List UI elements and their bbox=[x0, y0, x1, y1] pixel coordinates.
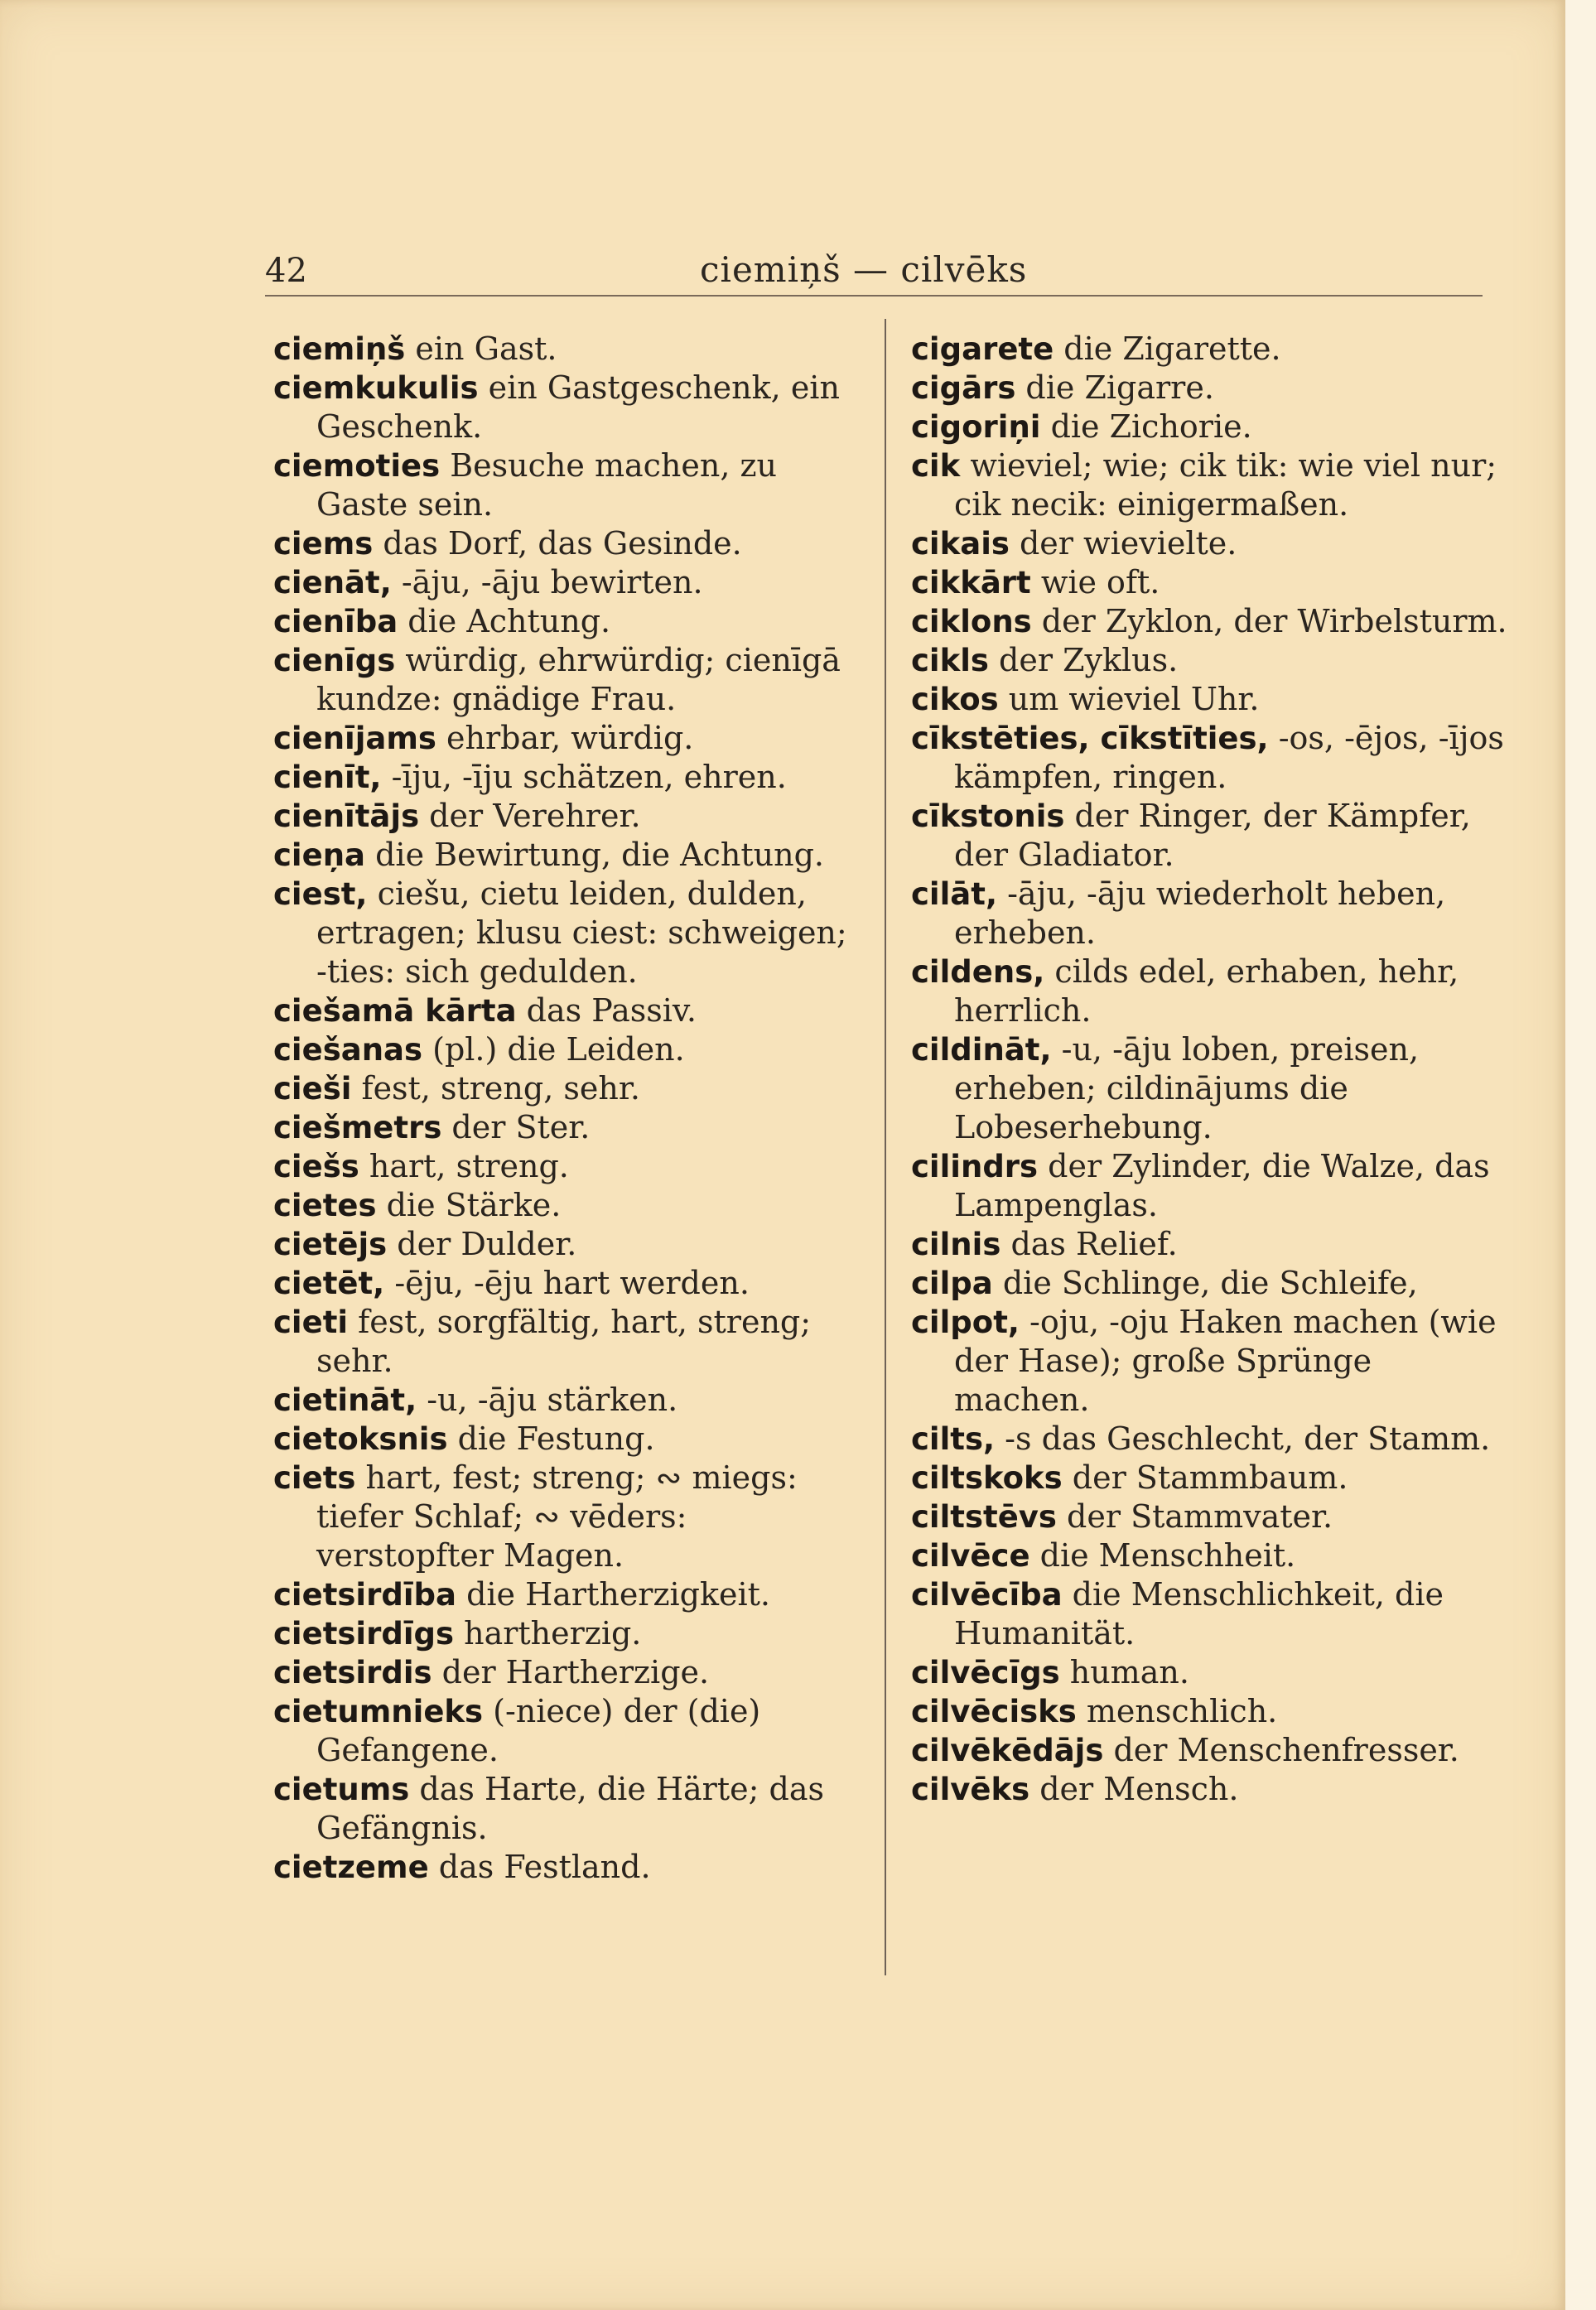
page-edge bbox=[1565, 0, 1596, 2310]
dictionary-entry bbox=[273, 1303, 861, 1381]
entry-definition: der Mensch. bbox=[1029, 1771, 1239, 1807]
entry-definition: menschlich. bbox=[1076, 1693, 1278, 1729]
entry-definition: ein Gastgeschenk, ein Geschenk. bbox=[316, 369, 840, 445]
dictionary-entry bbox=[911, 1770, 1507, 1809]
entry-definition: der Ster. bbox=[441, 1109, 591, 1145]
entry-headword: cilvēce bbox=[911, 1538, 1030, 1574]
entry-headword: cietumnieks bbox=[273, 1694, 484, 1729]
entry-definition: ciešu, cietu leiden, dulden, ertragen; klusu ciest: schweigen; -ties: sich gedulden. bbox=[316, 875, 847, 990]
entry-definition: (pl.) die Leiden. bbox=[422, 1031, 685, 1068]
entry-headword: cilindrs bbox=[911, 1149, 1039, 1184]
entry-headword: cietes bbox=[273, 1188, 377, 1223]
dictionary-entry bbox=[273, 369, 861, 446]
entry-headword: cienījams bbox=[273, 721, 436, 756]
dictionary-entry bbox=[911, 680, 1507, 719]
entry-definition: -os, -ējos, -ījos kämpfen, ringen. bbox=[954, 720, 1504, 795]
entry-definition: hart, streng. bbox=[359, 1148, 569, 1184]
dictionary-entry bbox=[911, 641, 1507, 680]
entry-headword: cikkārt bbox=[911, 565, 1031, 600]
entry-headword: cieņa bbox=[273, 837, 366, 873]
dictionary-entry bbox=[273, 563, 861, 602]
dictionary-entry bbox=[911, 1303, 1507, 1420]
dictionary-entry bbox=[273, 1692, 861, 1770]
dictionary-entry bbox=[273, 1420, 861, 1459]
dictionary-entry bbox=[911, 330, 1507, 369]
entry-headword: ciltskoks bbox=[911, 1460, 1063, 1496]
entry-headword: cilāt, bbox=[911, 876, 998, 912]
dictionary-entry bbox=[273, 1770, 861, 1848]
entry-headword: ciklons bbox=[911, 604, 1032, 639]
dictionary-entry bbox=[273, 719, 861, 758]
dictionary-entry bbox=[911, 369, 1507, 408]
entry-definition: wieviel; wie; cik tik: wie viel nur; cik necik: einigermaßen. bbox=[954, 447, 1497, 523]
dictionary-entry bbox=[273, 991, 861, 1030]
entry-headword: ciešs bbox=[273, 1149, 359, 1184]
entry-headword: cildens, bbox=[911, 954, 1045, 990]
entry-definition: hartherzig. bbox=[454, 1615, 642, 1652]
entry-definition: die Achtung. bbox=[398, 603, 611, 639]
entry-headword: cilpot, bbox=[911, 1304, 1020, 1340]
dictionary-entry bbox=[911, 1225, 1507, 1264]
entry-headword: cildināt, bbox=[911, 1032, 1052, 1068]
entry-definition: der Zyklus. bbox=[988, 642, 1179, 678]
entry-headword: ciešamā kārta bbox=[273, 993, 517, 1029]
entry-definition: das Harte, die Härte; das Gefängnis. bbox=[316, 1771, 824, 1846]
entry-headword: cik bbox=[911, 448, 961, 484]
entry-headword: ciemkukulis bbox=[273, 370, 479, 406]
dictionary-entry bbox=[911, 563, 1507, 602]
entry-headword: cieši bbox=[273, 1071, 352, 1107]
entry-definition: das Dorf, das Gesinde. bbox=[373, 525, 742, 562]
entry-definition: -āju, -āju wiederholt heben, erheben. bbox=[954, 875, 1446, 951]
entry-headword: cilvēcīgs bbox=[911, 1655, 1060, 1690]
entry-headword: cilvēkēdājs bbox=[911, 1733, 1104, 1768]
entry-headword: cigarete bbox=[911, 331, 1054, 367]
left-column bbox=[273, 330, 861, 1887]
column-divider bbox=[885, 319, 886, 1975]
entry-definition: die Zigarette. bbox=[1054, 330, 1281, 367]
entry-headword: cietums bbox=[273, 1772, 410, 1807]
dictionary-entry bbox=[911, 1575, 1507, 1653]
entry-headword: ciems bbox=[273, 526, 374, 562]
dictionary-entry bbox=[911, 1459, 1507, 1497]
entry-headword: cieti bbox=[273, 1304, 349, 1340]
entry-definition: Besuche machen, zu Gaste sein. bbox=[316, 447, 778, 523]
entry-definition: der Hartherzige. bbox=[432, 1654, 710, 1690]
dictionary-entry bbox=[273, 1575, 861, 1614]
entry-headword: cienība bbox=[273, 604, 398, 639]
running-head bbox=[265, 240, 1483, 297]
dictionary-entry bbox=[273, 524, 861, 563]
entry-headword: cietzeme bbox=[273, 1849, 429, 1885]
entry-headword: cikos bbox=[911, 682, 999, 717]
dictionary-entry bbox=[911, 446, 1507, 524]
entry-definition: die Bewirtung, die Achtung. bbox=[365, 837, 824, 873]
entry-headword: ciešanas bbox=[273, 1032, 423, 1068]
dictionary-entry bbox=[911, 524, 1507, 563]
entry-definition: die Stärke. bbox=[376, 1187, 562, 1223]
entry-definition: -u, -āju loben, preisen, erheben; cildinājums die Lobeserhebung. bbox=[954, 1031, 1420, 1145]
entry-definition: das Relief. bbox=[1001, 1226, 1178, 1262]
dictionary-entry bbox=[273, 797, 861, 836]
entry-headword: cienīt, bbox=[273, 760, 382, 795]
dictionary-entry bbox=[273, 1459, 861, 1575]
entry-definition: -oju, -oju Haken machen (wie der Hase); große Sprünge machen. bbox=[954, 1304, 1497, 1418]
entry-headword: cigārs bbox=[911, 370, 1016, 406]
entry-definition: fest, sorgfältig, hart, streng; sehr. bbox=[316, 1304, 812, 1379]
dictionary-entry bbox=[911, 1030, 1507, 1147]
entry-headword: cilts, bbox=[911, 1421, 996, 1457]
dictionary-entry bbox=[911, 1692, 1507, 1731]
entry-definition: cilds edel, erhaben, hehr, herrlich. bbox=[954, 953, 1459, 1029]
entry-definition: hart, fest; streng; ∾ miegs: tiefer Schlaf; ∾ vēders: verstopfter Magen. bbox=[316, 1459, 798, 1574]
entry-definition: der Zyklon, der Wirbelsturm. bbox=[1031, 603, 1507, 639]
dictionary-entry bbox=[911, 408, 1507, 446]
entry-definition: der wievielte. bbox=[1009, 525, 1237, 562]
entry-headword: cigoriņi bbox=[911, 409, 1041, 445]
dictionary-entry bbox=[273, 1186, 861, 1225]
dictionary-entry bbox=[911, 875, 1507, 952]
entry-definition: (-niece) der (die) Gefangene. bbox=[316, 1693, 761, 1768]
page-number: 42 bbox=[265, 252, 307, 290]
entry-headword: cietsirdīgs bbox=[273, 1616, 455, 1652]
dictionary-entry bbox=[273, 602, 861, 641]
dictionary-entry bbox=[273, 1264, 861, 1303]
entry-definition: das Festland. bbox=[428, 1849, 651, 1885]
entry-headword: cietsirdis bbox=[273, 1655, 432, 1690]
entry-headword: ciemiņš bbox=[273, 331, 406, 367]
entry-definition: -ēju, -ēju hart werden. bbox=[384, 1265, 750, 1301]
entry-headword: cietēt, bbox=[273, 1266, 385, 1301]
entry-headword: cienāt, bbox=[273, 565, 392, 600]
entry-headword: cienītājs bbox=[273, 798, 420, 834]
dictionary-entry bbox=[273, 330, 861, 369]
entry-definition: die Hartherzigkeit. bbox=[456, 1576, 770, 1613]
entry-headword: cīkstonis bbox=[911, 798, 1065, 834]
entry-headword: cilvēks bbox=[911, 1772, 1030, 1807]
entry-headword: cienīgs bbox=[273, 643, 396, 678]
dictionary-entry bbox=[911, 1497, 1507, 1536]
entry-headword: ciešmetrs bbox=[273, 1110, 442, 1145]
dictionary-entry bbox=[273, 1848, 861, 1887]
entry-headword: ciemoties bbox=[273, 448, 441, 484]
dictionary-entry bbox=[273, 1030, 861, 1069]
entry-definition: wie oft. bbox=[1030, 564, 1160, 600]
entry-definition: würdig, ehrwürdig; cienīgā kundze: gnädige Frau. bbox=[316, 642, 841, 717]
entry-headword: ciltstēvs bbox=[911, 1499, 1057, 1535]
entry-headword: ciest, bbox=[273, 876, 368, 912]
entry-headword: cilnis bbox=[911, 1227, 1001, 1262]
dictionary-entry bbox=[911, 1147, 1507, 1225]
dictionary-entry bbox=[911, 719, 1507, 797]
entry-headword: cietējs bbox=[273, 1227, 388, 1262]
entry-definition: -āju, -āju bewirten. bbox=[391, 564, 703, 600]
dictionary-entry bbox=[273, 1069, 861, 1108]
entry-headword: cietsirdība bbox=[273, 1577, 456, 1613]
entry-definition: -u, -āju stärken. bbox=[417, 1382, 678, 1418]
entry-definition: die Menschheit. bbox=[1029, 1537, 1296, 1574]
dictionary-entry bbox=[911, 952, 1507, 1030]
entry-definition: die Zigarre. bbox=[1015, 369, 1214, 406]
dictionary-entry bbox=[273, 1381, 861, 1420]
entry-headword: cilvēcisks bbox=[911, 1694, 1077, 1729]
entry-definition: ein Gast. bbox=[405, 330, 557, 367]
dictionary-entry bbox=[273, 1653, 861, 1692]
dictionary-entry bbox=[273, 758, 861, 797]
entry-definition: human. bbox=[1059, 1654, 1189, 1690]
entry-headword: cīkstēties, cīkstīties, bbox=[911, 721, 1269, 756]
entry-headword: cilvēcība bbox=[911, 1577, 1063, 1613]
entry-definition: der Menschenfresser. bbox=[1103, 1732, 1459, 1768]
dictionary-entry bbox=[273, 1225, 861, 1264]
dictionary-entry bbox=[273, 446, 861, 524]
dictionary-entry bbox=[273, 1614, 861, 1653]
entry-definition: der Stammbaum. bbox=[1062, 1459, 1348, 1496]
dictionary-entry bbox=[273, 641, 861, 719]
dictionary-entry bbox=[911, 1536, 1507, 1575]
dictionary-entry bbox=[273, 836, 861, 875]
entry-definition: die Menschlichkeit, die Humanität. bbox=[954, 1576, 1444, 1652]
entry-definition: -s das Geschlecht, der Stamm. bbox=[995, 1420, 1491, 1457]
entry-definition: um wieviel Uhr. bbox=[998, 681, 1260, 717]
dictionary-entry bbox=[911, 1420, 1507, 1459]
entry-definition: die Schlinge, die Schleife, bbox=[992, 1265, 1418, 1301]
dictionary-entry bbox=[911, 1731, 1507, 1770]
entry-headword: cikls bbox=[911, 643, 989, 678]
entry-headword: cilpa bbox=[911, 1266, 993, 1301]
entry-definition: fest, streng, sehr. bbox=[351, 1070, 640, 1107]
entry-definition: der Zylinder, die Walze, das Lampenglas. bbox=[954, 1148, 1490, 1223]
entry-headword: ciets bbox=[273, 1460, 356, 1496]
dictionary-entry bbox=[273, 875, 861, 991]
dictionary-entry bbox=[911, 1264, 1507, 1303]
entry-definition: ehrbar, würdig. bbox=[436, 720, 694, 756]
right-column bbox=[911, 330, 1507, 1809]
entry-definition: der Verehrer. bbox=[419, 798, 641, 834]
entry-headword: cietināt, bbox=[273, 1382, 417, 1418]
entry-definition: der Ringer, der Kämpfer, der Gladiator. bbox=[954, 798, 1471, 873]
dictionary-entry bbox=[911, 602, 1507, 641]
entry-definition: der Dulder. bbox=[387, 1226, 577, 1262]
entry-definition: das Passiv. bbox=[516, 992, 697, 1029]
dictionary-entry bbox=[911, 1653, 1507, 1692]
entry-definition: der Stammvater. bbox=[1056, 1498, 1333, 1535]
entry-definition: die Zichorie. bbox=[1040, 408, 1252, 445]
entry-headword: cikais bbox=[911, 526, 1010, 562]
entry-definition: -īju, -īju schätzen, ehren. bbox=[381, 759, 787, 795]
entry-headword: cietoksnis bbox=[273, 1421, 448, 1457]
dictionary-entry bbox=[911, 797, 1507, 875]
dictionary-entry bbox=[273, 1108, 861, 1147]
entry-definition: die Festung. bbox=[447, 1420, 655, 1457]
page-range-headline: ciemiņš — cilvēks bbox=[700, 249, 1028, 290]
dictionary-entry bbox=[273, 1147, 861, 1186]
